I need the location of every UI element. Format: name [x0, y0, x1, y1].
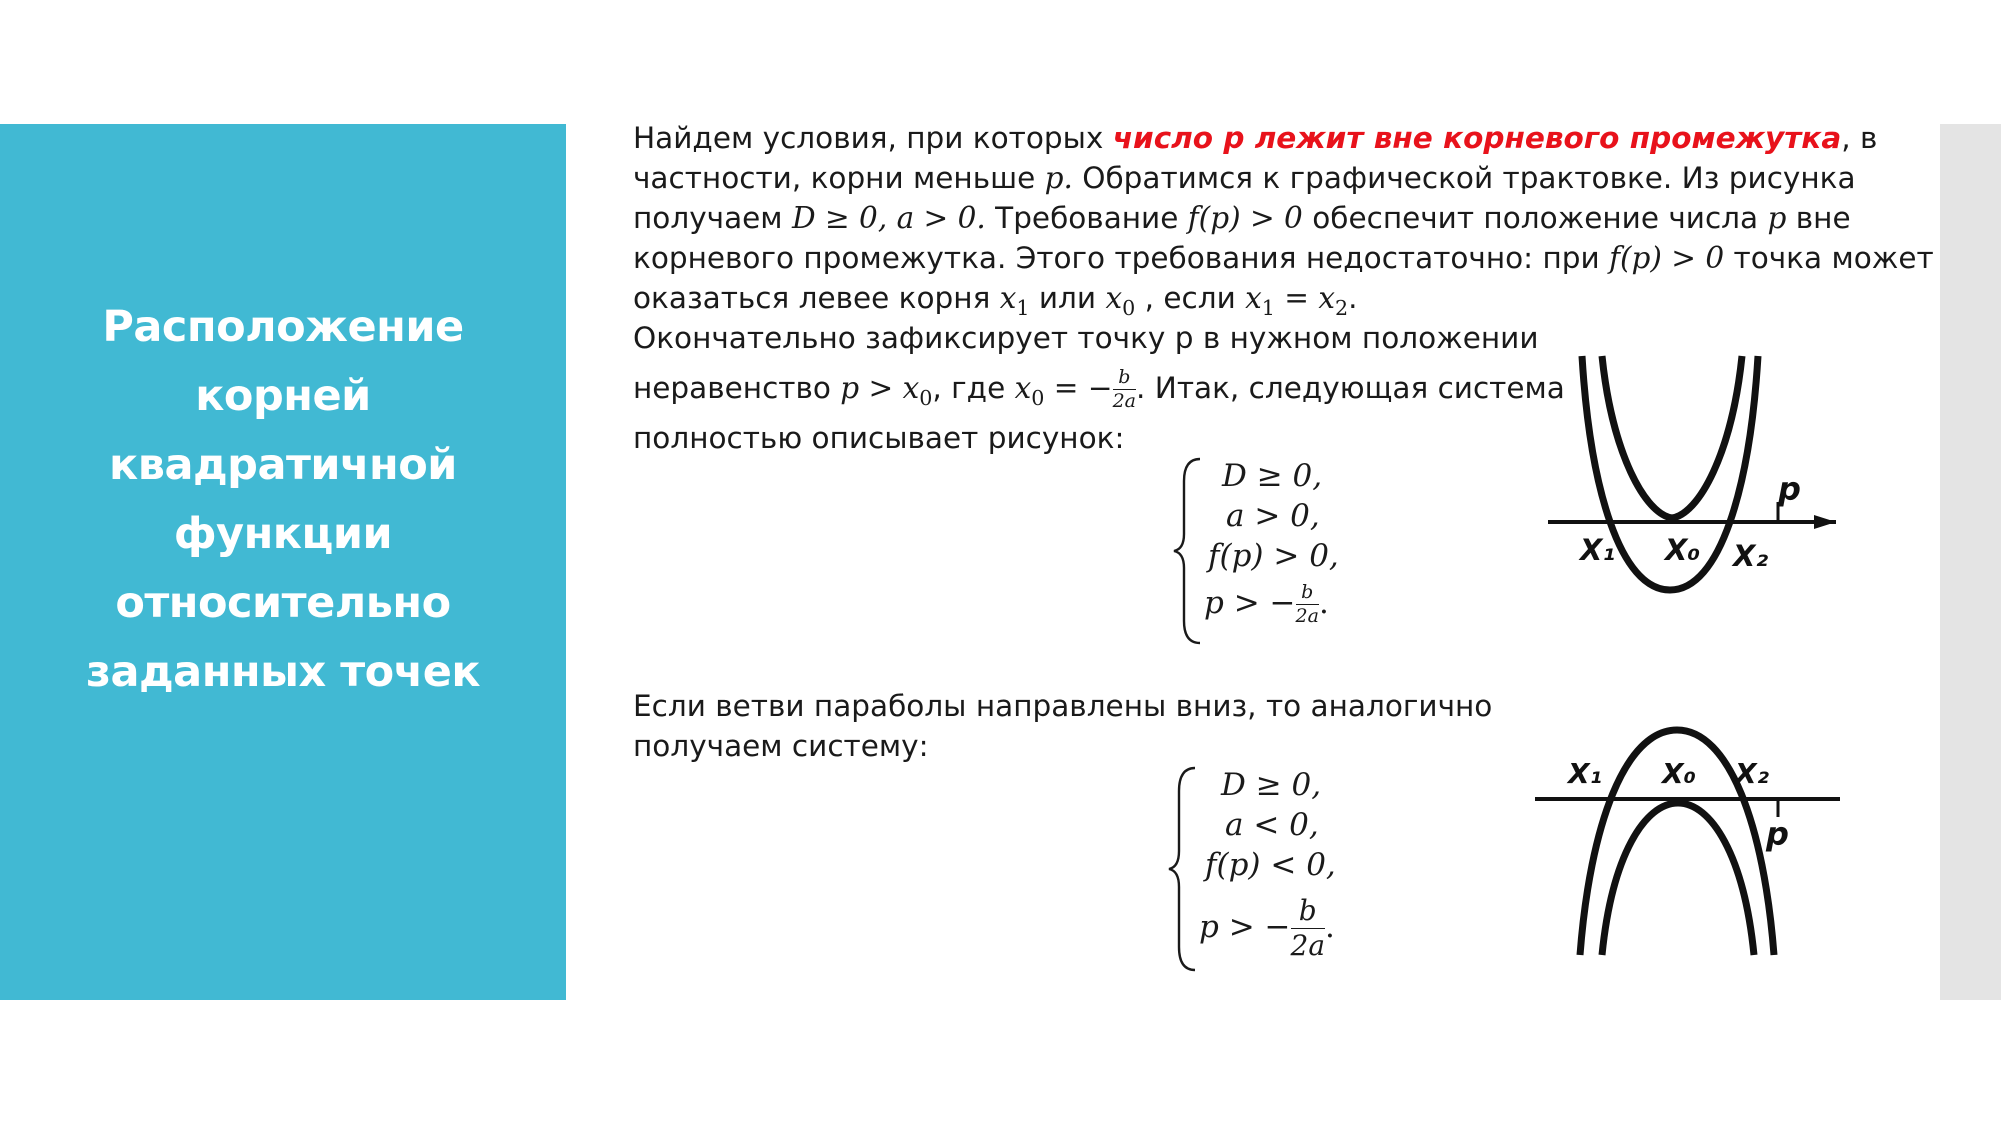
- figure-label: X₁: [1568, 757, 1602, 790]
- text-line: получаем D ≥ 0, a > 0. Требование f(p) > 0 обеспечит положение числа p вне: [633, 201, 1851, 235]
- fraction: $\frac{b}{2a}$: [1295, 581, 1319, 627]
- text-line: неравенство $p > x_0$, где $x_0$ = − $\frac{b}{2a}$ . Итак, следующая система: [633, 366, 1565, 412]
- system-line: a < 0,: [1225, 807, 1319, 843]
- fraction: $\frac{b}{2a}$: [1290, 894, 1326, 962]
- text-line: оказаться левее корня $x_1$ или $x_0$ , если $x_1 = x_2$.: [633, 281, 1358, 320]
- system-line: f(p) < 0,: [1205, 847, 1336, 883]
- title-panel: [0, 124, 566, 1000]
- paragraph-conditions: [633, 118, 1934, 320]
- title-line: Расположение: [102, 301, 464, 352]
- text-line: корневого промежутка. Этого требования недостаточно: при f(p) > 0 точка может: [633, 241, 1934, 275]
- downward-parabola-figure: [1530, 725, 1850, 965]
- title-line: корней: [195, 370, 371, 421]
- text-line: Окончательно зафиксирует точку p в нужном положении: [633, 321, 1539, 355]
- paragraph-downward: [633, 686, 1492, 766]
- upward-parabola-figure: [1540, 348, 1850, 608]
- system-line: a > 0,: [1226, 498, 1320, 534]
- figure-label: X₀: [1665, 533, 1701, 567]
- figure-label: X₀: [1662, 757, 1696, 790]
- figure-label: X₂: [1733, 539, 1769, 573]
- system-line: p > − $\frac{b}{2a}$ .: [1204, 581, 1329, 627]
- text-line: Если ветви параболы направлены вниз, то аналогично: [633, 689, 1493, 723]
- text-line: частности, корни меньше p. Обратимся к графической трактовке. Из рисунка: [633, 161, 1856, 195]
- brace-icon: [1170, 456, 1204, 646]
- system-line: D ≥ 0,: [1222, 458, 1323, 494]
- system-upward: [1170, 456, 1339, 646]
- title-line: заданных точек: [85, 646, 481, 697]
- figure-label: p: [1766, 815, 1789, 853]
- figure-label: X₂: [1735, 757, 1769, 790]
- system-line: f(p) > 0,: [1208, 538, 1339, 574]
- fraction: $\frac{b}{2a}$: [1112, 366, 1137, 412]
- text-line: получаем систему:: [633, 729, 929, 763]
- system-downward: [1165, 765, 1336, 973]
- system-line: D ≥ 0,: [1221, 767, 1322, 803]
- title-line: квадратичной: [109, 439, 457, 490]
- title-line: функции: [173, 508, 393, 559]
- brace-icon: [1165, 765, 1199, 973]
- figure-label: X₁: [1580, 533, 1616, 567]
- figure-label: p: [1778, 470, 1801, 508]
- text-line: полностью описывает рисунок:: [633, 421, 1125, 455]
- right-decor-strip: [1940, 124, 2001, 1000]
- system-line: p > − $\frac{b}{2a}$ .: [1199, 894, 1335, 962]
- text-line: Найдем условия, при которых число p лежит вне корневого промежутка, в: [633, 121, 1878, 155]
- highlight-text: число p лежит вне корневого промежутка: [1112, 121, 1842, 155]
- title-line: относительно: [115, 577, 451, 628]
- slide-title: [13, 293, 553, 707]
